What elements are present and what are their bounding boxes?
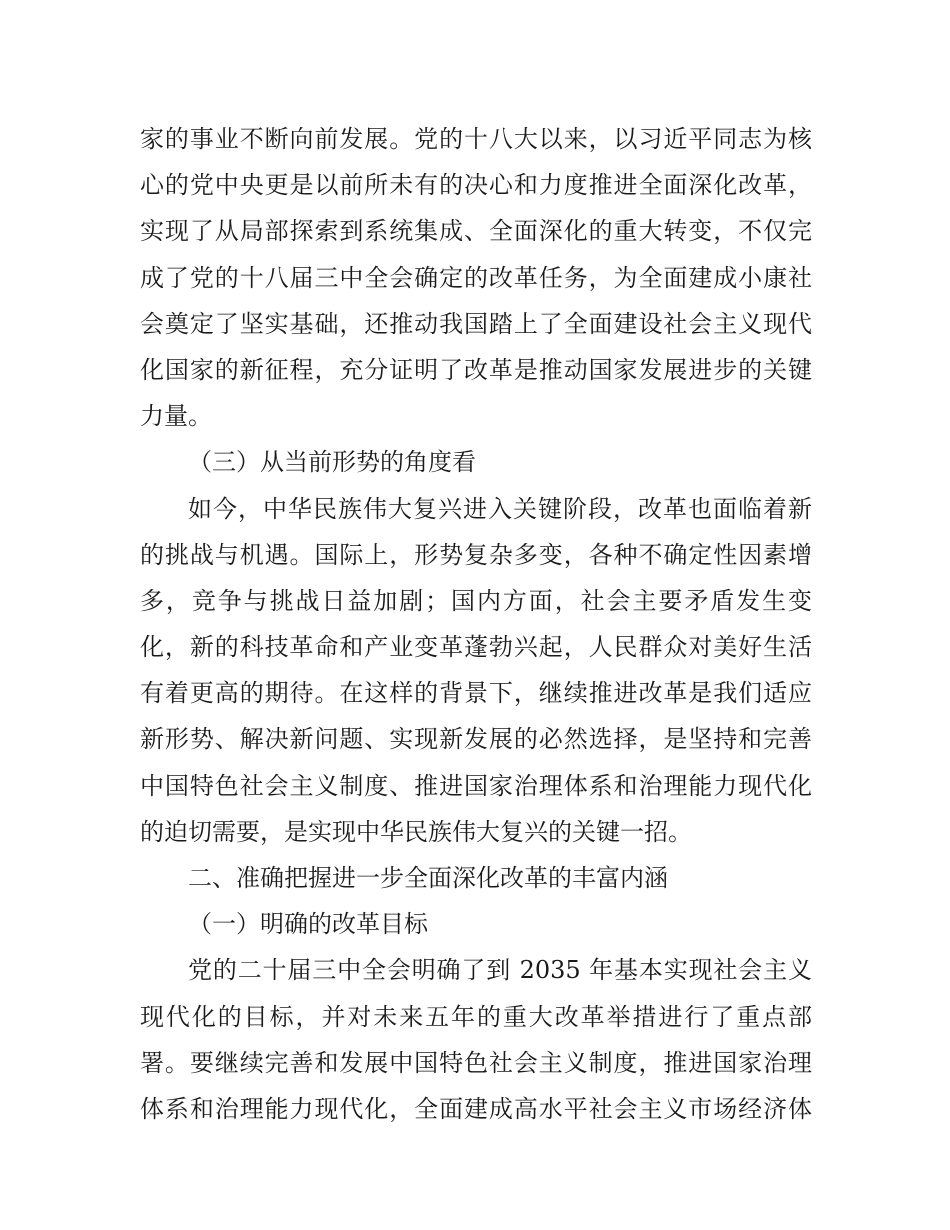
text-line: 中国特色社会主义制度、推进国家治理体系和治理能力现代化 <box>140 771 812 800</box>
text-line: 体系和治理能力现代化，全面建成高水平社会主义市场经济体 <box>140 1094 812 1123</box>
text-line: 有着更高的期待。在这样的背景下，继续推进改革是我们适应 <box>140 679 812 708</box>
text-line: 的挑战与机遇。国际上，形势复杂多变，各种不确定性因素增 <box>140 540 812 569</box>
text-line: 实现了从局部探索到系统集成、全面深化的重大转变，不仅完 <box>140 217 812 246</box>
text-line: （三）从当前形势的角度看 <box>188 448 476 477</box>
text-line: 现代化的目标，并对未来五年的重大改革举措进行了重点部 <box>140 1002 812 1031</box>
text-line: 心的党中央更是以前所未有的决心和力度推进全面深化改革， <box>140 171 812 200</box>
text-line: 成了党的十八届三中全会确定的改革任务，为全面建成小康社 <box>140 263 812 292</box>
text-line: 署。要继续完善和发展中国特色社会主义制度，推进国家治理 <box>140 1048 812 1077</box>
text-line: 会奠定了坚实基础，还推动我国踏上了全面建设社会主义现代 <box>140 309 812 338</box>
text-line: 力量。 <box>140 402 212 431</box>
text-line: 化，新的科技革命和产业变革蓬勃兴起，人民群众对美好生活 <box>140 633 812 662</box>
text-line: 多，竞争与挑战日益加剧；国内方面，社会主要矛盾发生变 <box>140 586 812 615</box>
text-line: （一）明确的改革目标 <box>188 910 428 939</box>
text-line: 家的事业不断向前发展。党的十八大以来，以习近平同志为核 <box>140 125 812 153</box>
text-line: 的迫切需要，是实现中华民族伟大复兴的关键一招。 <box>140 817 692 846</box>
document-body <box>140 116 812 1132</box>
text-line: 党的二十届三中全会明确了到 2035 年基本实现社会主义 <box>188 956 812 985</box>
text-line: 如今，中华民族伟大复兴进入关键阶段，改革也面临着新 <box>188 494 812 523</box>
text-line: 新形势、解决新问题、实现新发展的必然选择，是坚持和完善 <box>140 725 812 754</box>
text-line: 化国家的新征程，充分证明了改革是推动国家发展进步的关键 <box>140 355 812 384</box>
text-line: 二、准确把握进一步全面深化改革的丰富内涵 <box>188 864 668 892</box>
